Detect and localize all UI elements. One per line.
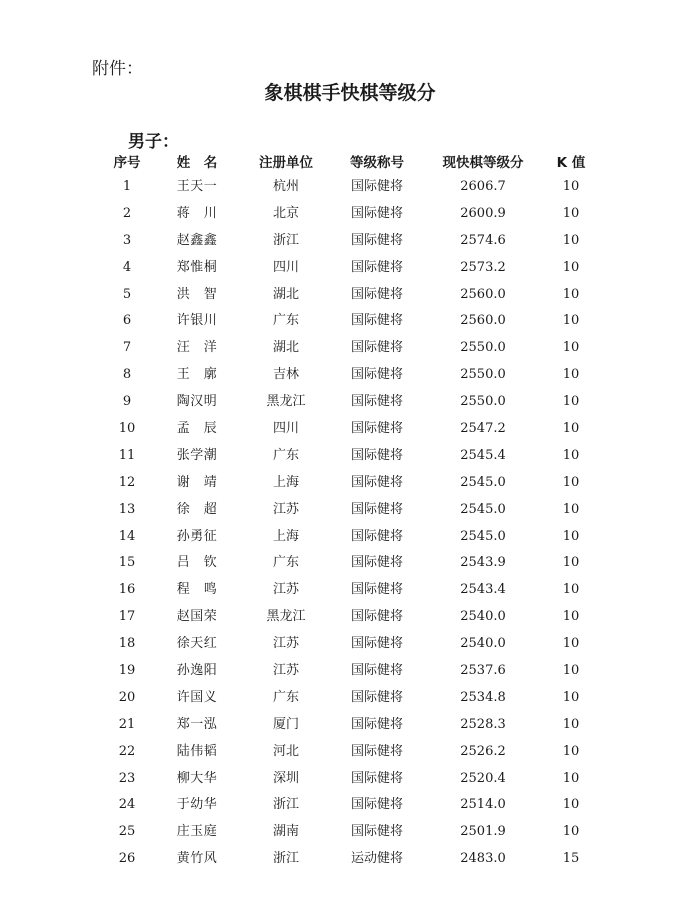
table-row [0,201,700,228]
row-unit: 广东 [272,447,299,463]
table-row [0,335,700,362]
row-no: 18 [118,636,136,652]
row-grade-title: 国际健将 [350,205,403,221]
row-rating: 2534.8 [460,689,506,705]
row-k: 10 [562,474,580,490]
row-grade-title: 国际健将 [350,555,403,571]
row-name: 孙勇征 [176,528,218,544]
row-unit: 厦门 [272,716,299,732]
row-no: 20 [118,689,136,705]
row-unit: 湖南 [272,824,299,840]
row-unit: 黑龙江 [266,394,306,410]
row-name: 洪 智 [176,286,218,302]
header-no: 序号 [113,155,141,171]
row-name: 蒋 川 [176,205,218,221]
row-k: 10 [562,421,580,437]
table-row [0,255,700,282]
row-k: 10 [562,501,580,517]
row-rating: 2540.0 [460,636,506,652]
row-rating: 2501.9 [460,824,506,840]
table-row [0,308,700,335]
row-name: 柳大华 [176,770,218,786]
row-no: 12 [118,474,136,490]
row-rating: 2528.3 [460,716,506,732]
row-rating: 2560.0 [460,313,506,329]
row-grade-title: 国际健将 [350,447,403,463]
table-row [0,550,700,577]
row-unit: 江苏 [272,636,299,652]
row-name: 赵国荣 [176,609,218,625]
row-grade-title: 国际健将 [350,770,403,786]
row-grade-title: 国际健将 [350,501,403,517]
row-k: 10 [562,636,580,652]
row-no: 5 [122,286,132,302]
row-no: 7 [122,340,132,356]
row-grade-title: 国际健将 [350,232,403,248]
document-title: 象棋棋手快棋等级分 [264,82,436,104]
row-unit: 湖北 [272,340,299,356]
table-row [0,443,700,470]
row-unit: 广东 [272,313,299,329]
row-grade-title: 国际健将 [350,609,403,625]
row-no: 1 [122,179,132,194]
row-unit: 江苏 [272,582,299,598]
row-unit: 浙江 [272,797,299,813]
table-row [0,604,700,631]
row-grade-title: 国际健将 [350,474,403,490]
row-no: 10 [118,421,136,437]
row-no: 3 [122,232,132,248]
row-grade-title: 运动健将 [350,851,403,867]
row-k: 10 [562,179,580,194]
header-k: K 值 [556,155,586,171]
row-grade-title: 国际健将 [350,716,403,732]
table-row [0,712,700,739]
row-grade-title: 国际健将 [350,394,403,410]
row-k: 10 [562,824,580,840]
row-grade-title: 国际健将 [350,313,403,329]
row-name: 黄竹风 [176,851,218,867]
row-name: 许国义 [176,689,218,705]
row-no: 24 [118,797,136,813]
row-grade-title: 国际健将 [350,689,403,705]
row-unit: 广东 [272,689,299,705]
row-k: 10 [562,555,580,571]
header-unit: 注册单位 [259,155,313,171]
attachment-label: 附件： [92,59,143,79]
row-rating: 2606.7 [460,179,506,194]
row-no: 26 [118,851,136,867]
row-no: 9 [122,394,132,410]
row-k: 10 [562,609,580,625]
row-grade-title: 国际健将 [350,824,403,840]
row-name: 程 鸣 [176,582,218,598]
row-unit: 四川 [272,259,299,275]
table-row [0,658,700,685]
row-name: 徐天红 [176,636,218,652]
row-name: 郑一泓 [176,716,218,732]
row-name: 赵鑫鑫 [176,232,218,248]
table-row [0,846,700,873]
row-grade-title: 国际健将 [350,663,403,679]
row-rating: 2547.2 [460,421,506,437]
row-name: 吕 钦 [176,555,218,571]
row-no: 11 [118,447,136,463]
row-name: 陆伟韬 [176,743,218,759]
row-rating: 2550.0 [460,394,506,410]
table-header-row [0,152,700,174]
row-k: 10 [562,259,580,275]
row-k: 10 [562,797,580,813]
row-name: 许银川 [176,313,218,329]
row-rating: 2573.2 [460,259,506,275]
table-row [0,282,700,309]
table-row [0,416,700,443]
table-row [0,819,700,846]
row-grade-title: 国际健将 [350,259,403,275]
row-name: 于幼华 [176,797,218,813]
table-row [0,685,700,712]
row-unit: 杭州 [272,179,299,194]
row-unit: 黑龙江 [266,609,306,625]
row-no: 6 [122,313,132,329]
row-no: 19 [118,663,136,679]
row-k: 10 [562,663,580,679]
row-rating: 2545.0 [460,474,506,490]
row-no: 22 [118,743,136,759]
row-no: 21 [118,716,136,732]
row-k: 10 [562,447,580,463]
table-row [0,766,700,793]
row-k: 10 [562,367,580,383]
table-row [0,389,700,416]
row-unit: 浙江 [272,232,299,248]
row-rating: 2520.4 [460,770,506,786]
table-row [0,497,700,524]
row-rating: 2545.0 [460,501,506,517]
row-k: 15 [562,851,580,867]
row-no: 13 [118,501,136,517]
header-name: 姓 名 [176,155,218,171]
row-k: 10 [562,340,580,356]
row-name: 张学潮 [176,447,218,463]
rating-table [0,152,700,873]
row-k: 10 [562,394,580,410]
table-row [0,739,700,766]
row-unit: 江苏 [272,663,299,679]
row-no: 16 [118,582,136,598]
table-row [0,470,700,497]
row-no: 23 [118,770,136,786]
row-name: 郑惟桐 [176,259,218,275]
row-grade-title: 国际健将 [350,636,403,652]
row-k: 10 [562,205,580,221]
table-row [0,631,700,658]
row-k: 10 [562,689,580,705]
row-grade-title: 国际健将 [350,179,403,194]
row-unit: 深圳 [272,770,299,786]
row-rating: 2526.2 [460,743,506,759]
row-unit: 江苏 [272,501,299,517]
row-rating: 2540.0 [460,609,506,625]
row-grade-title: 国际健将 [350,582,403,598]
row-name: 王天一 [176,179,218,194]
row-k: 10 [562,582,580,598]
row-no: 2 [122,205,132,221]
row-rating: 2514.0 [460,797,506,813]
row-name: 庄玉庭 [176,824,218,840]
row-no: 17 [118,609,136,625]
row-k: 10 [562,232,580,248]
row-unit: 浙江 [272,851,299,867]
row-unit: 湖北 [272,286,299,302]
row-name: 王 廓 [176,367,218,383]
table-row [0,792,700,819]
row-k: 10 [562,716,580,732]
row-name: 汪 洋 [176,340,218,356]
row-rating: 2550.0 [460,340,506,356]
table-row [0,577,700,604]
row-name: 孟 辰 [176,421,218,437]
row-unit: 上海 [272,528,299,544]
row-k: 10 [562,286,580,302]
row-unit: 河北 [272,743,299,759]
row-no: 25 [118,824,136,840]
row-rating: 2574.6 [460,232,506,248]
row-rating: 2550.0 [460,367,506,383]
row-k: 10 [562,770,580,786]
row-rating: 2543.9 [460,555,506,571]
header-rating: 现快棋等级分 [442,155,524,171]
table-row [0,174,700,201]
section-label-men: 男子： [128,132,179,152]
row-no: 4 [122,259,132,275]
row-rating: 2545.4 [460,447,506,463]
row-no: 15 [118,555,136,571]
row-unit: 广东 [272,555,299,571]
row-rating: 2537.6 [460,663,506,679]
row-unit: 吉林 [272,367,299,383]
header-grade-title: 等级称号 [350,155,404,171]
row-grade-title: 国际健将 [350,421,403,437]
row-rating: 2545.0 [460,528,506,544]
row-grade-title: 国际健将 [350,286,403,302]
row-rating: 2543.4 [460,582,506,598]
row-rating: 2560.0 [460,286,506,302]
row-name: 谢 靖 [176,474,218,490]
table-row [0,524,700,551]
row-name: 孙逸阳 [176,663,218,679]
table-row [0,362,700,389]
row-grade-title: 国际健将 [350,528,403,544]
table-row [0,228,700,255]
row-unit: 上海 [272,474,299,490]
row-name: 徐 超 [176,501,218,517]
row-unit: 北京 [272,205,299,221]
row-rating: 2600.9 [460,205,506,221]
row-k: 10 [562,313,580,329]
row-grade-title: 国际健将 [350,340,403,356]
row-rating: 2483.0 [460,851,506,867]
row-grade-title: 国际健将 [350,367,403,383]
row-k: 10 [562,528,580,544]
row-no: 8 [122,367,132,383]
row-grade-title: 国际健将 [350,797,403,813]
row-grade-title: 国际健将 [350,743,403,759]
row-no: 14 [118,528,136,544]
row-unit: 四川 [272,421,299,437]
row-k: 10 [562,743,580,759]
row-name: 陶汉明 [176,394,218,410]
table-body [0,174,700,873]
